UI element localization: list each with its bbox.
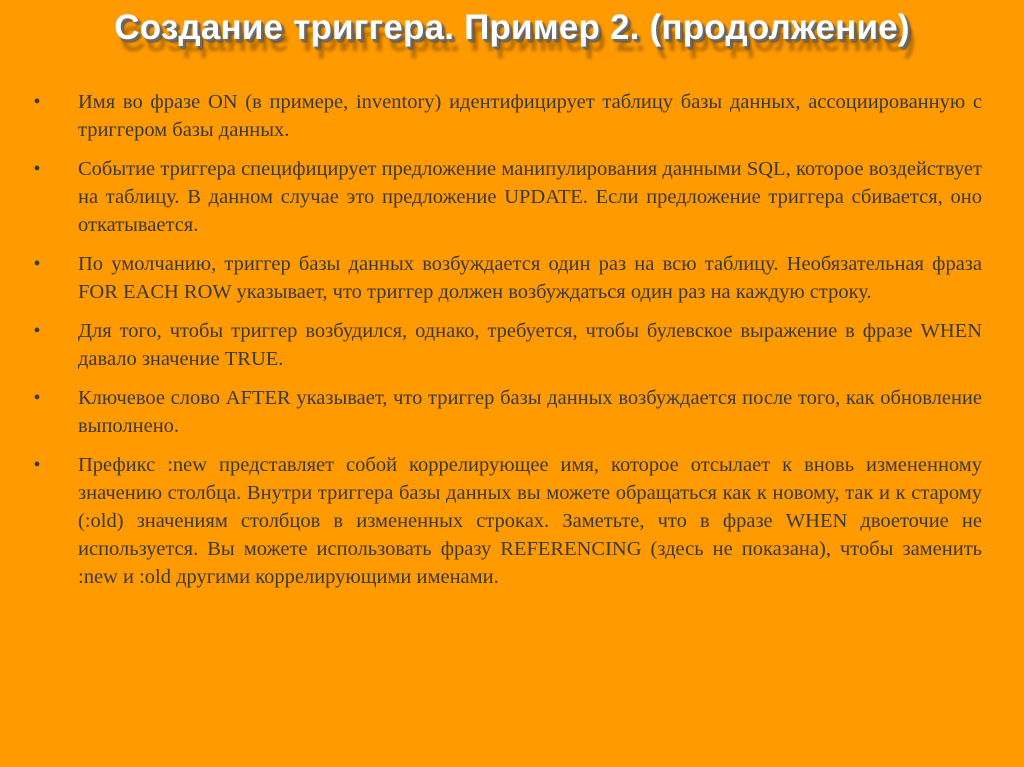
bullet-icon: • (33, 320, 41, 342)
bullet-text: Событие триггера специфицирует предложение манипулирования данными SQL, которое воздействует на таблицу. В данном случае это предложение UPDATE. Если предложение триггера сбивается, оно откатывается. (78, 158, 982, 236)
bullet-item (30, 88, 982, 144)
bullet-icon: • (33, 158, 41, 180)
bullet-text: Ключевое слово AFTER указывает, что триггер базы данных возбуждается после того, как обновление выполнено. (78, 387, 982, 437)
bullet-item (30, 155, 982, 239)
bullet-text: По умолчанию, триггер базы данных возбуждается один раз на всю таблицу. Необязательная фраза FOR EACH ROW указывает, что триггер должен возбуждаться один раз на каждую строку. (78, 253, 982, 303)
bullet-icon: • (33, 253, 41, 275)
bullet-icon: • (33, 387, 41, 409)
bullet-item (30, 250, 982, 306)
bullet-text: Для того, чтобы триггер возбудился, однако, требуется, чтобы булевское выражение в фразе WHEN давало значение TRUE. (78, 320, 982, 370)
slide-title: Создание триггера. Пример 2. (продолжение) (114, 8, 910, 47)
bullet-text: Имя во фразе ON (в примере, inventory) идентифицирует таблицу базы данных, ассоциированную с триггером базы данных. (78, 91, 982, 141)
bullet-item (30, 451, 982, 591)
bullet-icon: • (33, 454, 41, 476)
bullet-item (30, 317, 982, 373)
bullet-list (30, 88, 982, 602)
bullet-icon: • (33, 91, 41, 113)
bullet-item (30, 384, 982, 440)
bullet-text: Префикс :new представляет собой коррелирующее имя, которое отсылает к вновь измененному значению столбца. Внутри триггера базы данных вы можете обращаться как к новому, так и к старому (:old) значениям столбцов в измененных строках. Заметьте, что в фразе WHEN двоеточие не используется. Вы можете использовать фразу REFERENCING (здесь не показана), чтобы заменить :new и :old другими коррелирующими именами. (78, 454, 982, 588)
